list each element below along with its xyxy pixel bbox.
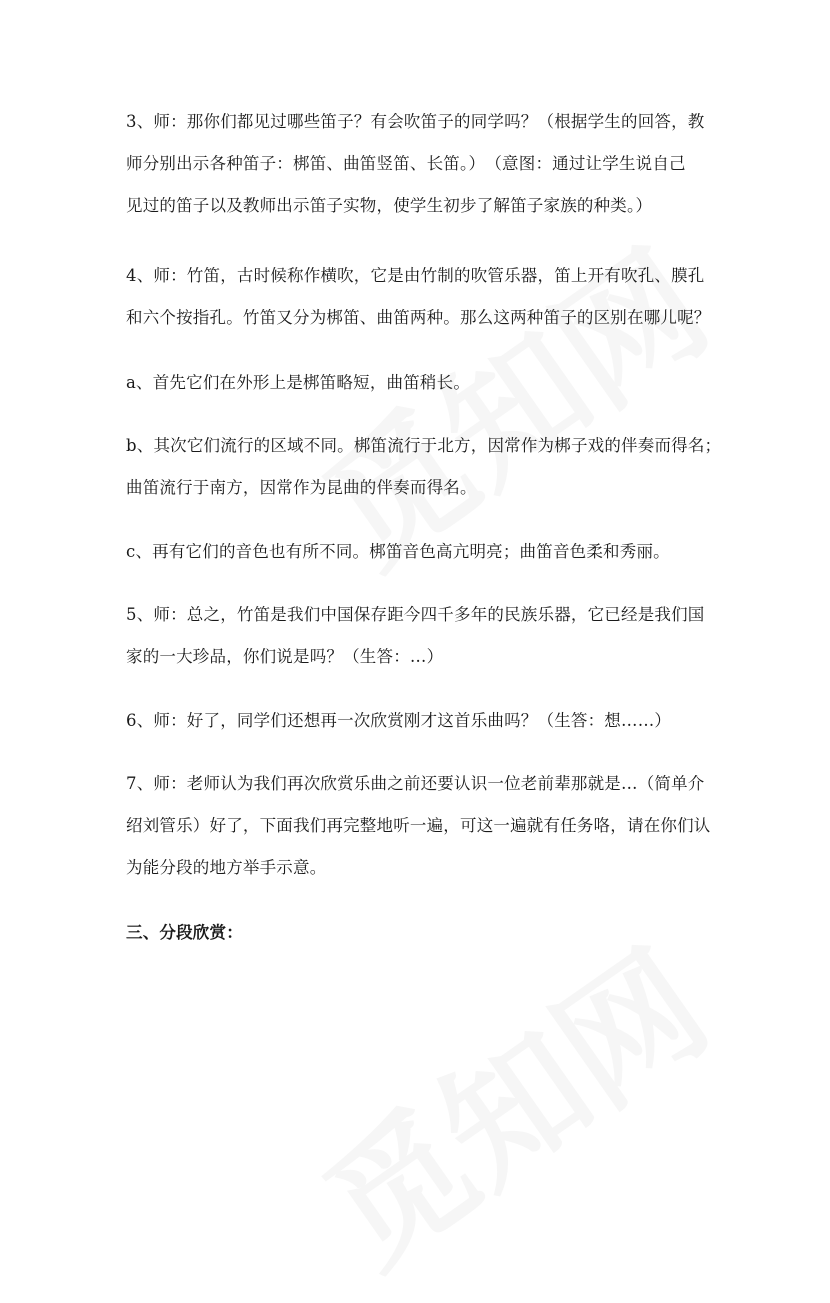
text-line: 5、师：总之，竹笛是我们中国保存距今四千多年的民族乐器，它已经是我们国 [126, 605, 705, 624]
paragraph-3 [126, 101, 710, 227]
text-line: c、再有它们的音色也有所不同。梆笛音色高亢明亮；曲笛音色柔和秀丽。 [126, 542, 670, 561]
text-line: b、其次它们流行的区域不同。梆笛流行于北方，因常作为梆子戏的伴奏而得名； [126, 436, 722, 455]
text-line: a、首先它们在外形上是梆笛略短，曲笛稍长。 [126, 373, 471, 392]
text-line: 见过的笛子以及教师出示笛子实物，使学生初步了解笛子家族的种类。） [126, 196, 653, 215]
text-line: 师分别出示各种笛子：梆笛、曲笛竖笛、长笛。） （意图：通过让学生说自己 [126, 154, 686, 173]
text-line: 为能分段的地方举手示意。 [126, 858, 327, 877]
paragraph-a [126, 362, 710, 404]
text-line: 绍刘管乐）好了，下面我们再完整地听一遍，可这一遍就有任务咯，请在你们认 [126, 816, 711, 835]
paragraph-7 [126, 763, 710, 889]
paragraph-6 [126, 700, 710, 742]
text-line: 7、师：老师认为我们再次欣赏乐曲之前还要认识一位老前辈那就是…（简单介 [126, 774, 705, 793]
paragraph-5 [126, 594, 710, 678]
text-line: 家的一大珍品，你们说是吗？（生答：…） [126, 647, 444, 666]
watermark [280, 898, 739, 1303]
text-line: 3、师：那你们都见过哪些笛子？有会吹笛子的同学吗？（根据学生的回答，教 [126, 112, 705, 131]
text-line: 6、师：好了，同学们还想再一次欣赏刚才这首乐曲吗？（生答：想……） [126, 711, 672, 730]
paragraph-4 [126, 255, 710, 339]
section-heading [126, 912, 710, 954]
section-heading-text: 三、分段欣赏： [126, 923, 243, 942]
paragraph-c [126, 531, 710, 573]
text-line: 4、师：竹笛，古时候称作横吹，它是由竹制的吹管乐器，笛上开有吹孔、膜孔 [126, 266, 705, 285]
text-line: 和六个按指孔。竹笛又分为梆笛、曲笛两种。那么这两种笛子的区别在哪儿呢？ [126, 308, 711, 327]
text-line: 曲笛流行于南方，因常作为昆曲的伴奏而得名。 [126, 478, 477, 497]
paragraph-b [126, 425, 722, 509]
